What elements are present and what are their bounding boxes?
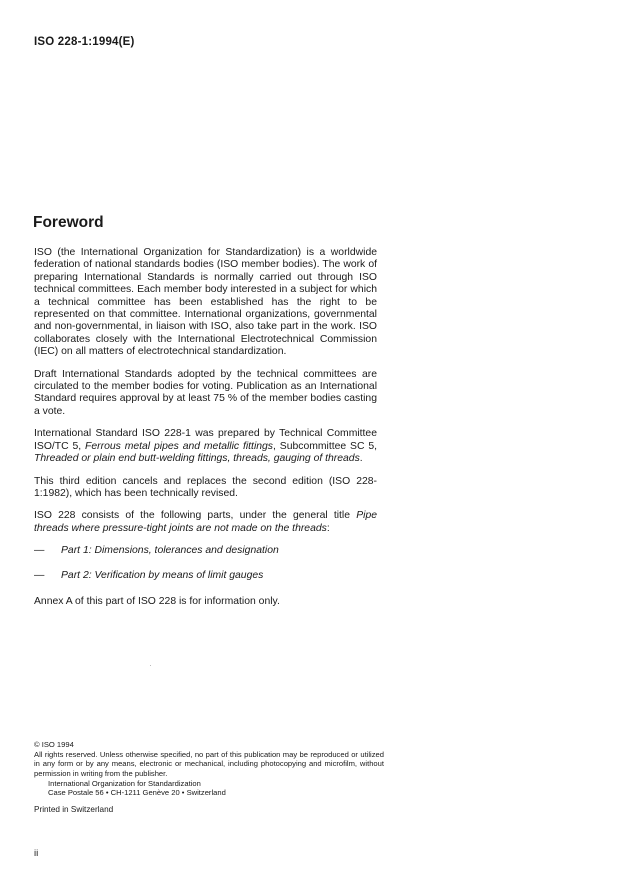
page-title: Foreword xyxy=(33,214,104,231)
text-run: . xyxy=(359,453,363,465)
list-item-text: Part 2: Verification by means of limit gauges xyxy=(61,569,264,581)
page-number: ii xyxy=(34,848,39,859)
text-run: , Subcommittee SC 5, xyxy=(273,440,378,452)
text-run-italic: Pipe threads where pressure-tight joints are not made on the threads xyxy=(34,510,377,534)
list-dash: — xyxy=(34,569,45,581)
paragraph-parts xyxy=(34,510,377,535)
list-item-text: Part 1: Dimensions, tolerances and designation xyxy=(61,545,279,557)
rights-notice: All rights reserved. Unless otherwise specified, no part of this publication may be reproduced or utilized in any form or by any means, electronic or mechanical, including photocopying and microfilm, without permission in writing from the publisher. xyxy=(34,750,384,778)
foreword-body xyxy=(34,247,377,618)
scan-speck xyxy=(150,665,151,666)
text-run: ISO 228 consists of the following parts, under the general title xyxy=(34,510,357,522)
copyright-footer xyxy=(34,740,384,814)
list-item xyxy=(34,545,377,557)
paragraph-prepared-by xyxy=(34,428,377,465)
text-run: : xyxy=(326,522,330,534)
printed-in: Printed in Switzerland xyxy=(34,805,114,815)
paragraph-edition: This third edition cancels and replaces the second edition (ISO 228-1:1982), which has been technically revised. xyxy=(34,475,377,499)
copyright-line: © ISO 1994 xyxy=(34,740,74,749)
paragraph-organization: ISO (the International Organization for Standardization) is a worldwide federation of national standards bodies (ISO member bodies). The work of preparing International Standards is normally carried out through ISO technical committees. Each member body interested in a subject for which a technical committee has been established has the right to be represented on that committee. International organizations, governmental and non-governmental, in liaison with ISO, also take part in the work. ISO collaborates closely with the International Electrotechnical Commission (IEC) on all matters of electrotechnical standardization. xyxy=(34,247,377,358)
paragraph-annex: Annex A of this part of ISO 228 is for information only. xyxy=(34,595,280,607)
organization-name: International Organization for Standardization xyxy=(48,778,201,788)
text-run-italic: Ferrous metal pipes and metallic fittings xyxy=(85,440,274,452)
list-item xyxy=(34,570,377,582)
organization-address: Case Postale 56 • CH-1211 Genève 20 • Switzerland xyxy=(48,788,226,798)
text-run-italic: Threaded or plain end butt-welding fittings, threads, gauging of threads xyxy=(34,453,360,465)
list-dash: — xyxy=(34,545,45,557)
text-run: International Standard ISO 228-1 was prepared by Technical Committee ISO/TC 5, xyxy=(34,428,377,452)
document-header: ISO 228-1:1994(E) xyxy=(34,36,135,48)
paragraph-draft-standards: Draft International Standards adopted by the technical committees are circulated to the member bodies for voting. Publication as an International Standard requires approval by at least 75 % of the member bodies casting a vote. xyxy=(34,368,377,417)
